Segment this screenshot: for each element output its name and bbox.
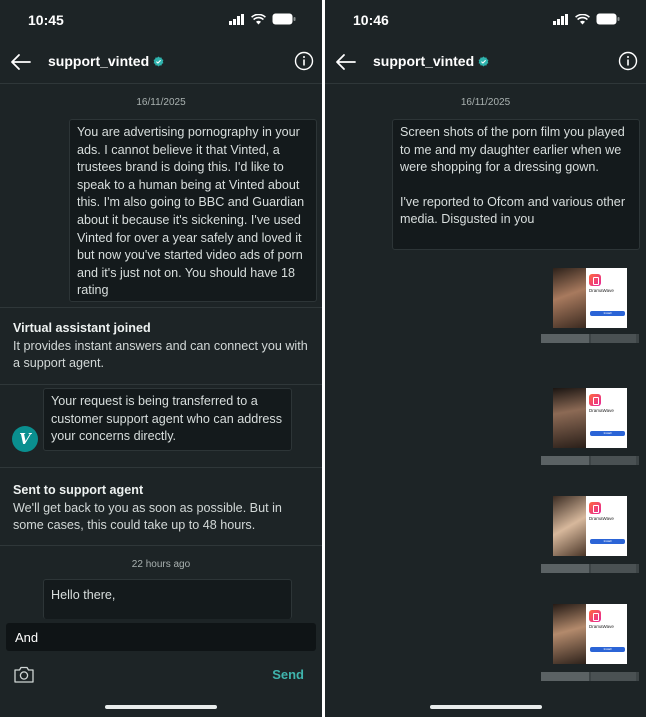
info-circle-icon[interactable] bbox=[294, 51, 314, 71]
signal-icon bbox=[553, 14, 569, 25]
arrow-left-icon[interactable] bbox=[335, 52, 357, 72]
ad-screenshot bbox=[553, 388, 627, 448]
chat-header bbox=[0, 40, 322, 84]
date-separator: 16/11/2025 bbox=[136, 97, 186, 108]
ad-app-name: DramaWave bbox=[589, 408, 614, 413]
thumb-meta bbox=[541, 360, 639, 368]
verified-badge-icon bbox=[153, 56, 164, 67]
bot-message-bubble: Your request is being transferred to a customer support agent who can address your concerns directly. bbox=[43, 388, 292, 451]
ad-app-name: DramaWave bbox=[589, 624, 614, 629]
home-indicator[interactable] bbox=[430, 705, 542, 709]
ad-panel bbox=[586, 268, 627, 328]
screenshot-attachment[interactable] bbox=[541, 256, 639, 343]
message-input[interactable]: And bbox=[6, 623, 316, 651]
ad-video-frame bbox=[553, 604, 586, 664]
thumb-strip bbox=[541, 456, 639, 465]
user-message-text-1: Screen shots of the porn film you played to me and my daughter earlier when we were shopping for a dressing gown. bbox=[400, 125, 625, 175]
ad-video-frame bbox=[553, 496, 586, 556]
ad-app-name: DramaWave bbox=[589, 516, 614, 521]
ad-install-button: Install bbox=[590, 647, 625, 652]
time-separator: 22 hours ago bbox=[131, 559, 191, 570]
ad-install-button: Install bbox=[590, 539, 625, 544]
ad-panel bbox=[586, 388, 627, 448]
ad-screenshot bbox=[553, 604, 627, 664]
right-phone-screen bbox=[325, 0, 646, 717]
app-logo-icon bbox=[589, 502, 601, 514]
app-logo-icon bbox=[589, 274, 601, 286]
thumb-strip bbox=[541, 672, 639, 681]
ad-screenshot bbox=[553, 496, 627, 556]
bot-avatar: V bbox=[12, 426, 38, 452]
chat-title: support_vinted bbox=[373, 53, 475, 69]
screenshot-attachment[interactable] bbox=[541, 360, 639, 465]
ad-panel bbox=[586, 604, 627, 664]
chat-header bbox=[325, 40, 646, 84]
divider bbox=[0, 384, 322, 385]
user-message-bubble: You are advertising pornography in your ads. I cannot believe it that Vinted, a trustees brand is doing this. I'd like to speak to a human being at Vinted about this. I'm also going to BBC and Guardian about it because it's sickening. I've used Vinted for over a year safely and loved it but now you've started video ads of porn and it's just not on. You should have 18 rating bbox=[69, 119, 317, 302]
camera-icon[interactable] bbox=[14, 666, 34, 683]
ad-screenshot bbox=[553, 268, 627, 328]
assistant-joined-text: It provides instant answers and can connect you with a support agent. bbox=[13, 339, 308, 370]
send-button[interactable]: Send bbox=[272, 667, 304, 682]
info-circle-icon[interactable] bbox=[618, 51, 638, 71]
battery-icon bbox=[596, 13, 620, 25]
thumb-strip bbox=[541, 334, 639, 343]
thumb-meta bbox=[541, 468, 639, 476]
ad-panel bbox=[586, 496, 627, 556]
home-indicator[interactable] bbox=[105, 705, 217, 709]
wifi-icon bbox=[575, 14, 590, 25]
screenshot-attachment[interactable] bbox=[541, 468, 639, 573]
assistant-joined-title: Virtual assistant joined bbox=[13, 321, 151, 335]
app-logo-icon bbox=[589, 610, 601, 622]
sent-to-agent-text: We'll get back to you as soon as possible. But in some cases, this could take up to 48 hours. bbox=[13, 501, 282, 532]
status-bar bbox=[325, 0, 646, 40]
thumb-meta bbox=[541, 256, 639, 264]
status-time: 10:45 bbox=[28, 12, 64, 28]
user-message-bubble bbox=[392, 119, 640, 250]
arrow-left-icon[interactable] bbox=[10, 52, 32, 72]
status-time: 10:46 bbox=[353, 12, 389, 28]
app-logo-icon bbox=[589, 394, 601, 406]
user-message-text-2: I've reported to Ofcom and various other media. Disgusted in you bbox=[400, 194, 626, 227]
screenshot-attachment[interactable] bbox=[541, 576, 639, 681]
ad-install-button: Install bbox=[590, 431, 625, 436]
ad-video-frame bbox=[553, 388, 586, 448]
status-icons bbox=[553, 13, 620, 25]
sent-to-agent-title: Sent to support agent bbox=[13, 483, 144, 497]
left-phone-screen bbox=[0, 0, 322, 717]
status-icons bbox=[229, 13, 296, 25]
ad-app-name: DramaWave bbox=[589, 288, 614, 293]
battery-icon bbox=[272, 13, 296, 25]
thumb-meta bbox=[541, 576, 639, 584]
date-separator: 16/11/2025 bbox=[460, 97, 511, 108]
verified-badge-icon bbox=[478, 56, 489, 67]
thumb-strip bbox=[541, 564, 639, 573]
ad-video-frame bbox=[553, 268, 586, 328]
signal-icon bbox=[229, 14, 245, 25]
wifi-icon bbox=[251, 14, 266, 25]
divider bbox=[0, 307, 322, 308]
status-bar bbox=[0, 0, 322, 40]
ad-install-button: Install bbox=[590, 311, 625, 316]
divider bbox=[0, 545, 322, 546]
agent-message-bubble: Hello there, bbox=[43, 579, 292, 619]
chat-title: support_vinted bbox=[48, 53, 150, 69]
divider bbox=[0, 467, 322, 468]
